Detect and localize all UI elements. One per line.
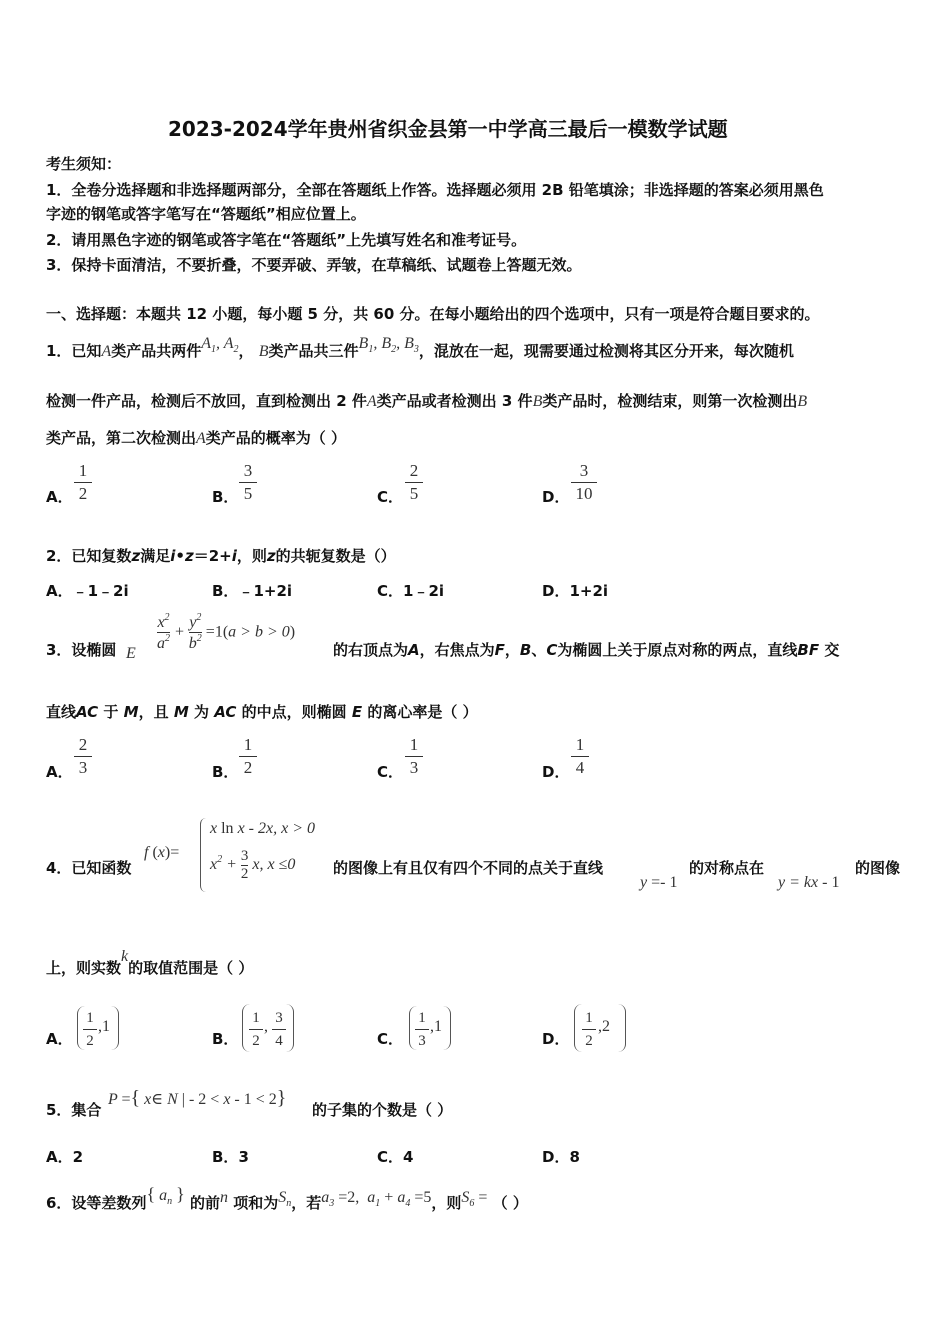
- q4-line-1c: 的图像: [855, 859, 901, 877]
- q4-piece-2: $x^2 + 3$ 2 x, x ≤0: [210, 848, 296, 882]
- q3-ellipse-equation: $x^2$ $a^2$ + $y^2$ $b^2$ =1(a > b > 0): [157, 612, 296, 652]
- q1-option-d-value: 3 10: [571, 461, 597, 504]
- q4-function: f (x)=: [144, 844, 180, 861]
- q4-brace: [200, 818, 209, 892]
- q4-option-d-value: 1 2: [582, 1008, 596, 1051]
- q5-option-a: A．2: [46, 1148, 84, 1166]
- notice-line-2: 字迹的钢笔或答字笔写在“答题纸”相应位置上。: [46, 205, 366, 223]
- q4-line-func: y = kx - 1: [778, 874, 840, 891]
- q2-option-d: D．1+2i: [542, 582, 609, 600]
- q3-option-c-value: 1 3: [405, 735, 423, 778]
- q3-option-b-value: 1 2: [239, 735, 257, 778]
- q4-line-eq: y =- 1: [640, 874, 678, 891]
- section-heading: 一、选择题：本题共 12 小题，每小题 5 分，共 60 分。在每小题给出的四个选项中，只有一项是符合题目要求的。: [46, 305, 820, 323]
- page-title: 2023-2024学年贵州省织金县第一中学高三最后一模数学试题: [168, 117, 728, 141]
- q4-option-a-upper: ,1: [98, 1018, 110, 1035]
- q1-line-1: 1．已知A类产品共两件$A_1$, $A_2$， B类产品共三件$B_1$, $B_2$, $B_3$，混放在一起，现需要通过检测将其区分开来，每次随机: [46, 335, 794, 360]
- notice-line-1: 1．全卷分选择题和非选择题两部分，全部在答题纸上作答。选择题必须用 2B 铅笔填涂；非选择题的答案必须用黑色: [46, 181, 824, 199]
- q4-line-1a: 的图像上有且仅有四个不同的点关于直线: [333, 859, 604, 877]
- q3-option-c-label: C．: [377, 763, 404, 781]
- q4-option-b-label: B．: [212, 1030, 239, 1048]
- q4-option-d-upper: ,2: [598, 1018, 610, 1035]
- q4-option-c-value: 1 3: [415, 1008, 429, 1051]
- q5-prefix: 5．集合: [46, 1101, 102, 1119]
- q5-option-b: B．3: [212, 1148, 249, 1166]
- q3-line-2: 直线AC 于 M，且 M 为 AC 的中点，则椭圆 E 的离心率是（ ）: [46, 703, 478, 721]
- q3-option-a-value: 2 3: [74, 735, 92, 778]
- q6-stem: 6．设等差数列{ $a_n$ } 的前n 项和为$S_n$，若$a_3 =2$, $a_1 + a_4 =5$，则$S_6$ = （ ）: [46, 1184, 528, 1212]
- q4-option-b-value-lower: 1 2: [249, 1008, 263, 1051]
- q1-option-b-value: 3 5: [239, 461, 257, 504]
- q1-option-a-value: 1 2: [74, 461, 92, 504]
- q3-option-d-label: D．: [542, 763, 570, 781]
- q1-option-c-label: C．: [377, 488, 404, 506]
- q4-option-a-label: A．: [46, 1030, 73, 1048]
- q3-ellipse-name: E: [126, 645, 136, 662]
- q4-option-c-upper: ,1: [430, 1018, 442, 1035]
- q1-line-2: 检测一件产品，检测后不放回，直到检测出 2 件A类产品或者检测出 3 件B类产品时，检测结束，则第一次检测出B: [46, 392, 808, 410]
- q2-stem: 2．已知复数z满足i•z＝2+i，则z的共轭复数是（）: [46, 547, 396, 565]
- q3-option-a-label: A．: [46, 763, 73, 781]
- q2-option-c: C．1﹣2i: [377, 582, 445, 600]
- q4-line-1b: 的对称点在: [689, 859, 765, 877]
- q5-option-c: C．4: [377, 1148, 414, 1166]
- q1-line-3: 类产品，第二次检测出A类产品的概率为（ ）: [46, 429, 347, 447]
- q4-line-2: 上，则实数k的取值范围是（ ）: [46, 948, 254, 977]
- q3-option-b-label: B．: [212, 763, 239, 781]
- q4-prefix: 4．已知函数: [46, 859, 132, 877]
- q2-option-a: A．﹣1﹣2i: [46, 582, 129, 600]
- q3-line-1: 的右顶点为A，右焦点为F，B、C为椭圆上关于原点对称的两点，直线BF 交: [333, 641, 840, 659]
- q5-option-d: D．8: [542, 1148, 580, 1166]
- notice-line-4: 3．保持卡面清洁，不要折叠，不要弄破、弄皱，在草稿纸、试题卷上答题无效。: [46, 256, 582, 274]
- q2-option-b: B．﹣1+2i: [212, 582, 293, 600]
- notice-line-3: 2．请用黑色字迹的钢笔或答字笔在“答题纸”上先填写姓名和准考证号。: [46, 231, 527, 249]
- q1-option-d-label: D．: [542, 488, 570, 506]
- q3-option-d-value: 1 4: [571, 735, 589, 778]
- q4-option-c-label: C．: [377, 1030, 404, 1048]
- q1-option-a-label: A．: [46, 488, 73, 506]
- q5-suffix: 的子集的个数是（ ）: [312, 1101, 453, 1119]
- q4-option-d-label: D．: [542, 1030, 570, 1048]
- q4-option-b-comma: ,: [264, 1018, 268, 1035]
- q4-option-a-value: 1 2: [83, 1008, 97, 1051]
- q4-option-b-value-upper: 3 4: [272, 1008, 286, 1051]
- notice-heading: 考生须知：: [46, 155, 122, 173]
- q5-set: P ={ x∈ N | - 2 < x - 1 < 2}: [108, 1087, 287, 1109]
- q3-prefix: 3．设椭圆: [46, 641, 117, 659]
- q1-option-b-label: B．: [212, 488, 239, 506]
- q1-option-c-value: 2 5: [405, 461, 423, 504]
- q4-piece-1: x ln x - 2x, x > 0: [210, 820, 315, 837]
